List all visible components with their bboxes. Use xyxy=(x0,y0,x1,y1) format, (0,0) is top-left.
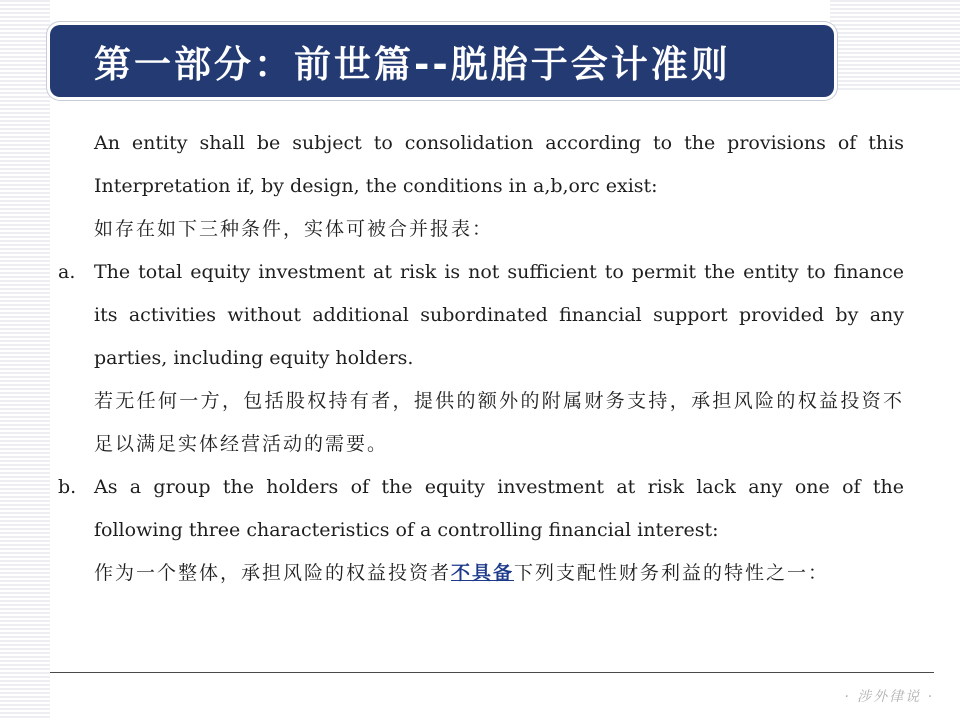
intro-english: An entity shall be subject to consolidation according to the provisions of this Interpretation if, by design, the conditions in a,b,orc exist: xyxy=(94,132,904,197)
list-item-a xyxy=(58,251,904,466)
slide-body xyxy=(58,122,904,595)
list-marker-b: b. xyxy=(58,476,77,498)
list-marker-a: a. xyxy=(58,261,76,283)
list-item-b xyxy=(58,466,904,595)
item-b-english: As a group the holders of the equity investment at risk lack any one of the following three characteristics of a controlling financial interest: xyxy=(94,476,904,541)
watermark: · 涉外律说 · xyxy=(844,689,934,705)
item-b-chinese-after: 下列支配性财务利益的特性之一： xyxy=(514,562,830,584)
left-stripe-decoration xyxy=(0,0,50,720)
footer-divider xyxy=(50,672,934,673)
item-b-chinese xyxy=(94,552,904,595)
item-b-chinese-emphasis: 不具备 xyxy=(451,562,515,584)
intro-chinese: 如存在如下三种条件，实体可被合并报表： xyxy=(94,218,494,240)
intro-block xyxy=(58,122,904,251)
page-title: 第一部分：前世篇--脱胎于会计准则 xyxy=(94,43,731,86)
item-a-chinese: 若无任何一方，包括股权持有者，提供的额外的附属财务支持，承担风险的权益投资不足以满足实体经营活动的需要。 xyxy=(94,390,904,455)
top-right-stripe-decoration xyxy=(830,0,960,92)
item-b-chinese-before: 作为一个整体，承担风险的权益投资者 xyxy=(94,562,452,584)
item-a-english: The total equity investment at risk is not sufficient to permit the entity to finance its activities without additional subordinated financial support provided by any parties, including equity holders. xyxy=(94,261,904,369)
title-banner xyxy=(50,25,834,97)
